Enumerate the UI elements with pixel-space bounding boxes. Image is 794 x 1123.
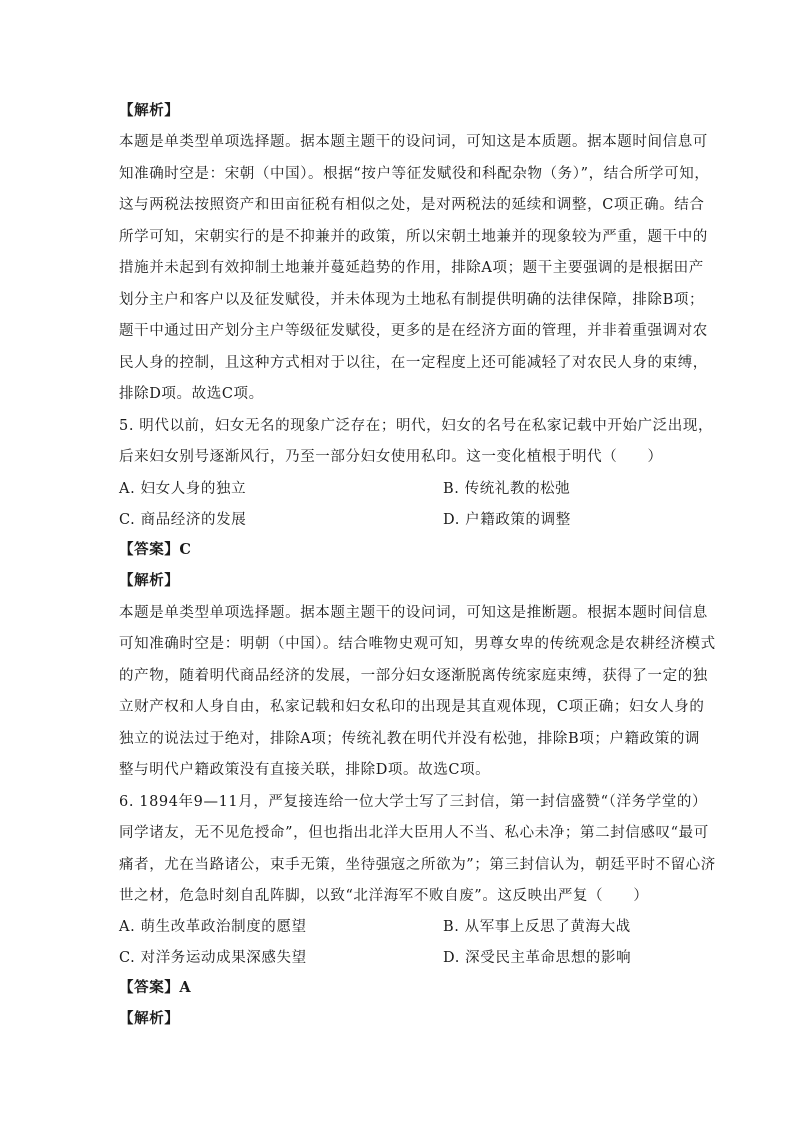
analysis-line: 本题是单类型单项选择题。据本题主题干的设问词，可知这是本质题。据本题时间信息可 — [119, 134, 708, 150]
question-5-stem: 5. 明代以前，妇女无名的现象广泛存在；明代，妇女的名号在私家记载中开始广泛出现， — [119, 418, 714, 434]
question-6-stem: 6. 1894年9—11月，严复接连给一位大学士写了三封信，第一封信盛赞“（洋务学堂的） — [119, 794, 708, 810]
question-5-option-c: C. 商品经济的发展 — [119, 512, 247, 528]
question-6-stem: 世之材，危急时刻自乱阵脚，以致“北洋海军不败自废”。这反映出严复（ ） — [119, 888, 649, 904]
question-6-option-c: C. 对洋务运动成果深感失望 — [119, 950, 307, 966]
question-5-stem: 后来妇女别号逐渐风行，乃至一部分妇女使用私印。这一变化植根于明代（ ） — [119, 449, 663, 465]
analysis-line: 所学可知，宋朝实行的是不抑兼并的政策，所以宋朝土地兼并的现象较为严重，题干中的 — [119, 229, 708, 245]
analysis-line: 的产物，随着明代商品经济的发展，一部分妇女逐渐脱离传统家庭束缚，获得了一定的独 — [119, 668, 708, 684]
question-6-analysis-heading: 【解析】 — [119, 1010, 180, 1027]
analysis-line: 整与明代户籍政策没有直接关联，排除D项。故选C项。 — [119, 762, 491, 778]
question-6-option-a: A. 萌生改革政治制度的愿望 — [119, 919, 307, 935]
analysis-line: 民人身的控制，且这种方式相对于以往，在一定程度上还可能减轻了对农民人身的束缚， — [119, 355, 708, 371]
question-6-stem: 痛者，尤在当路诸公，束手无策，坐待强寇之所欲为”；第三封信认为，朝廷平时不留心济 — [119, 857, 716, 873]
question-6-option-b: B. 从军事上反思了黄海大战 — [443, 919, 631, 935]
analysis-line: 这与两税法按照资产和田亩征税有相似之处，是对两税法的延续和调整，C项正确。结合 — [119, 197, 705, 213]
analysis-line: 独立的说法过于绝对，排除A项；传统礼教在明代并没有松弛，排除B项；户籍政策的调 — [119, 731, 701, 747]
analysis-line: 立财产权和人身自由，私家记载和妇女私印的出现是其直观体现，C项正确；妇女人身的 — [119, 699, 705, 715]
analysis-line: 划分主户和客户以及征发赋役，并未体现为土地私有制提供明确的法律保障，排除B项； — [119, 292, 705, 308]
analysis-line: 措施并未起到有效抑制土地兼并蔓延趋势的作用，排除A项；题干主要强调的是根据田产 — [119, 260, 704, 276]
question-6-option-d: D. 深受民主革命思想的影响 — [443, 950, 632, 966]
question-5-option-b: B. 传统礼教的松弛 — [443, 481, 571, 497]
analysis-line: 排除D项。故选C项。 — [119, 386, 264, 402]
question-5-option-d: D. 户籍政策的调整 — [443, 512, 571, 528]
analysis-line: 可知准确时空是：明朝（中国）。结合唯物史观可知，男尊女卑的传统观念是农耕经济模式 — [119, 636, 716, 652]
analysis-line: 知准确时空是：宋朝（中国）。根据“按户等征发赋役和科配杂物（务）”，结合所学可知， — [119, 166, 710, 182]
analysis-line: 题干中通过田产划分主户等级征发赋役，更多的是在经济方面的管理，并非着重强调对农 — [119, 323, 708, 339]
analysis-heading: 【解析】 — [119, 102, 180, 119]
question-6-stem: 同学诸友，无不见危授命”，但也指出北洋大臣用人不当、私心未净；第二封信感叹“最可 — [119, 825, 709, 841]
question-5-answer: 【答案】C — [119, 541, 192, 558]
question-6-answer: 【答案】A — [119, 979, 192, 996]
question-5-analysis-heading: 【解析】 — [119, 572, 180, 589]
question-5-option-a: A. 妇女人身的独立 — [119, 481, 247, 497]
analysis-line: 本题是单类型单项选择题。据本题主题干的设问词，可知这是推断题。根据本题时间信息 — [119, 605, 708, 621]
